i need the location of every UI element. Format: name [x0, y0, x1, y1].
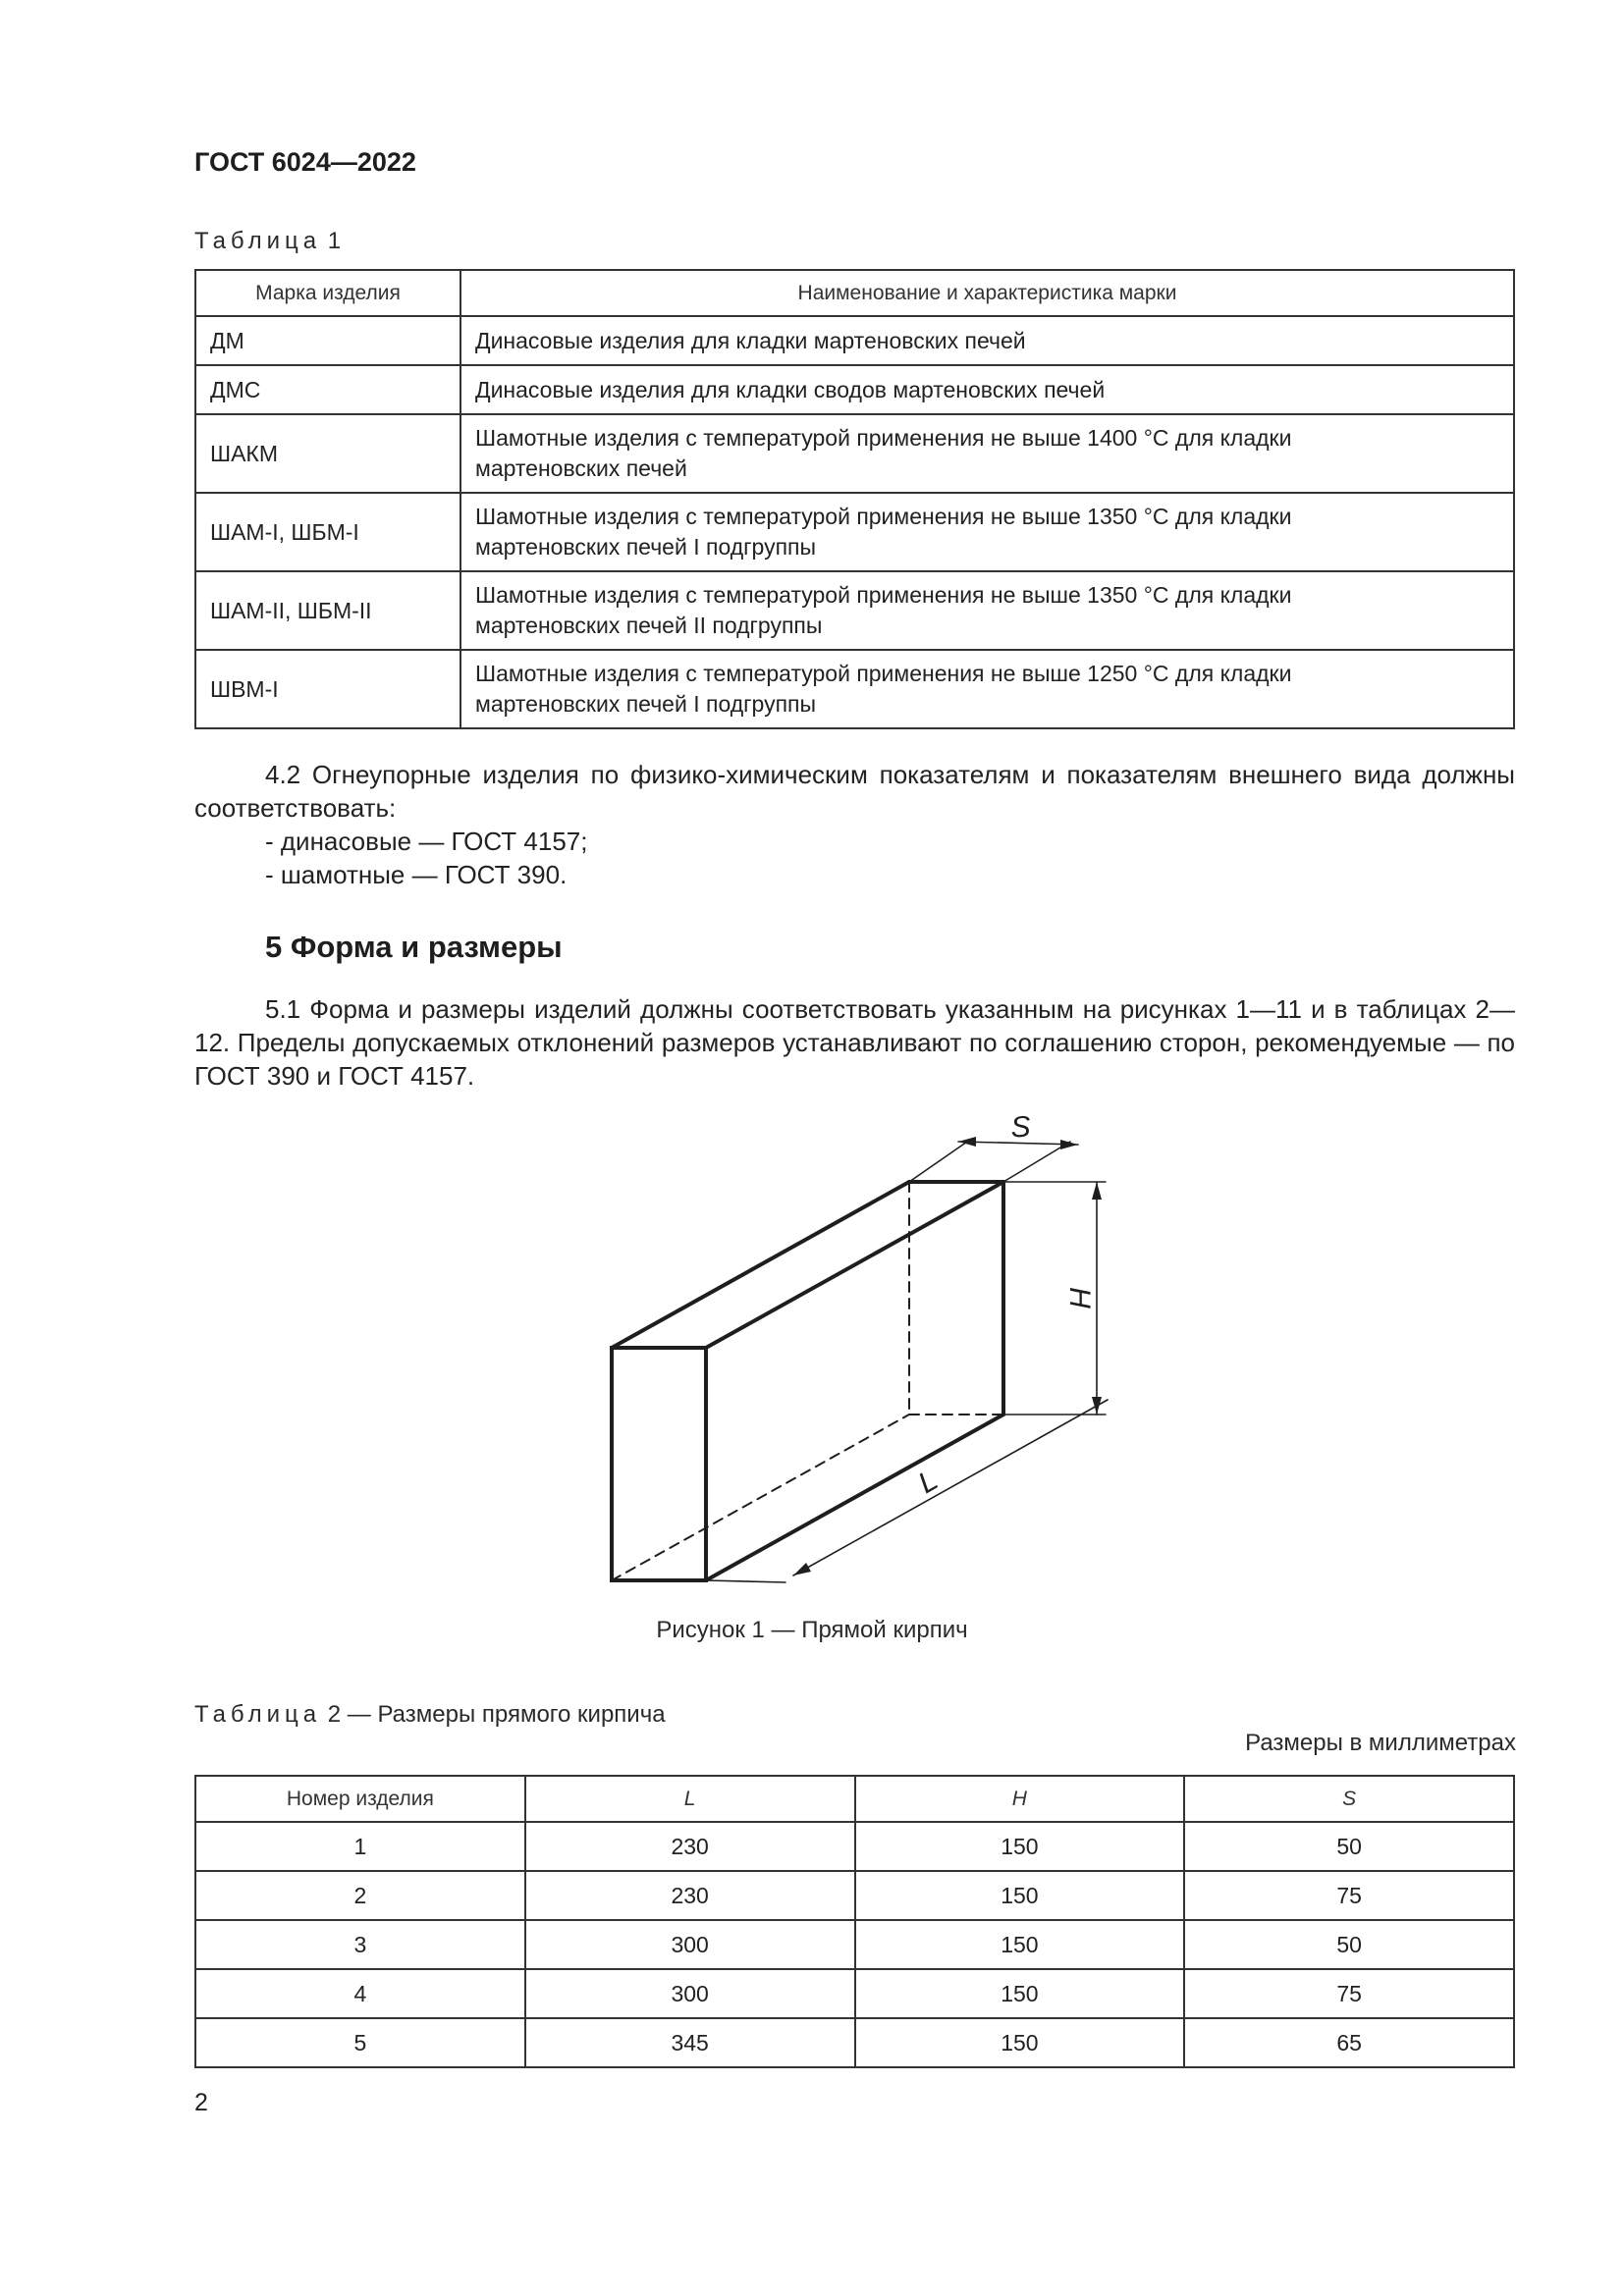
table2-cell: 3: [195, 1920, 525, 1969]
desc-line: Шамотные изделия с температурой применения не выше 1350 °С для кладки: [475, 504, 1292, 529]
dimension-s-label: S: [1009, 1110, 1032, 1145]
dimension-l-extension: [706, 1580, 785, 1582]
table2-cell: 150: [855, 1822, 1185, 1871]
table2-cell: 300: [525, 1920, 855, 1969]
table2-cell: 300: [525, 1969, 855, 2018]
table1-mark-cell: ШВМ-I: [195, 650, 460, 728]
dimension-arrow: [1092, 1182, 1102, 1200]
desc-line: Динасовые изделия для кладки мартеновских печей: [475, 327, 1026, 353]
page-number: 2: [194, 2089, 208, 2116]
table2-cell: 150: [855, 1871, 1185, 1920]
table2-cell: 230: [525, 1822, 855, 1871]
table-row: [195, 1822, 1514, 1871]
table2-header-l: L: [525, 1776, 855, 1822]
table2-caption: [194, 1701, 666, 1729]
dimension-h-label: H: [1063, 1287, 1097, 1308]
dimension-l-label: L: [912, 1464, 944, 1501]
dimension-arrow: [1092, 1397, 1102, 1415]
table-row: [195, 1969, 1514, 2018]
brick-hidden-edge: [612, 1415, 909, 1580]
table-row: [195, 1920, 1514, 1969]
table1-mark-cell: ШАКМ: [195, 414, 460, 493]
table2-cell: 50: [1184, 1920, 1514, 1969]
desc-line: Шамотные изделия с температурой применения не выше 1350 °С для кладки: [475, 582, 1292, 608]
table2-cell: 150: [855, 1920, 1185, 1969]
table2-cell: 230: [525, 1871, 855, 1920]
dimension-s-extension: [909, 1140, 970, 1182]
table1-mark-cell: ДМ: [195, 316, 460, 365]
table2-cell: 150: [855, 1969, 1185, 2018]
table2: [194, 1775, 1515, 2068]
desc-line: Динасовые изделия для кладки сводов мартеновских печей: [475, 376, 1106, 402]
table1-mark-cell: ДМС: [195, 365, 460, 414]
clause-4-2-text: 4.2 Огнеупорные изделия по физико-химическим показателям и показателям внешнего вида должны соответствовать:: [194, 760, 1515, 823]
table2-cell: 150: [855, 2018, 1185, 2067]
section-heading: 5 Форма и размеры: [265, 930, 563, 964]
table2-header-row: [195, 1776, 1514, 1822]
dimension-arrow: [1060, 1140, 1078, 1149]
table1-caption-number: 1: [327, 228, 342, 254]
dimension-s-extension: [1003, 1142, 1070, 1182]
desc-line: мартеновских печей I подгруппы: [475, 691, 817, 717]
desc-line: мартеновских печей: [475, 455, 687, 481]
table2-header-h: H: [855, 1776, 1185, 1822]
table2-cell: 1: [195, 1822, 525, 1871]
desc-line: мартеновских печей II подгруппы: [475, 613, 823, 638]
table1-mark-cell: ШАМ-II, ШБМ-II: [195, 571, 460, 650]
desc-line: мартеновских печей I подгруппы: [475, 534, 817, 560]
clause-4-2-item: - шамотные — ГОСТ 390.: [265, 860, 568, 889]
table2-header-number: Номер изделия: [195, 1776, 525, 1822]
desc-line: Шамотные изделия с температурой применения не выше 1400 °С для кладки: [475, 425, 1292, 451]
table2-cell: 65: [1184, 2018, 1514, 2067]
table1-mark-cell: ШАМ-I, ШБМ-I: [195, 493, 460, 571]
dimension-l-line: [793, 1400, 1108, 1575]
table2-cell: 75: [1184, 1871, 1514, 1920]
table1-header-mark: Марка изделия: [195, 270, 460, 316]
table2-caption-title: 2 — Размеры прямого кирпича: [327, 1701, 666, 1728]
table2-cell: 345: [525, 2018, 855, 2067]
desc-line: Шамотные изделия с температурой применения не выше 1250 °С для кладки: [475, 661, 1292, 686]
table2-cell: 50: [1184, 1822, 1514, 1871]
table-row: [195, 2018, 1514, 2067]
brick-front-face: [612, 1348, 706, 1580]
clause-5-1-text: 5.1 Форма и размеры изделий должны соответствовать указанным на рисунках 1—11 и в таблицах 2—12. Пределы допускаемых отклонений размеров устанавливают по соглашению сторон, рекомендуемые — по ГОСТ 390 и ГОСТ 4157.: [194, 994, 1515, 1091]
table2-cell: 75: [1184, 1969, 1514, 2018]
table-row: [195, 1871, 1514, 1920]
brick-edge: [706, 1182, 1003, 1348]
figure-caption: Рисунок 1 — Прямой кирпич: [656, 1617, 968, 1643]
table2-cell: 5: [195, 2018, 525, 2067]
units-note: Размеры в миллиметрах: [1245, 1730, 1516, 1756]
table1-caption-word: Таблица: [194, 228, 322, 254]
document-header: ГОСТ 6024—2022: [194, 147, 416, 177]
clause-4-2-item: - динасовые — ГОСТ 4157;: [265, 827, 588, 856]
table2-cell: 2: [195, 1871, 525, 1920]
brick-edge: [612, 1182, 909, 1348]
table2-cell: 4: [195, 1969, 525, 2018]
table2-caption-word: Таблица: [194, 1701, 322, 1728]
brick-edge: [706, 1415, 1003, 1580]
dimension-arrow: [793, 1563, 811, 1575]
table2-header-s: S: [1184, 1776, 1514, 1822]
table1-header-desc: Наименование и характеристика марки: [460, 270, 1514, 316]
